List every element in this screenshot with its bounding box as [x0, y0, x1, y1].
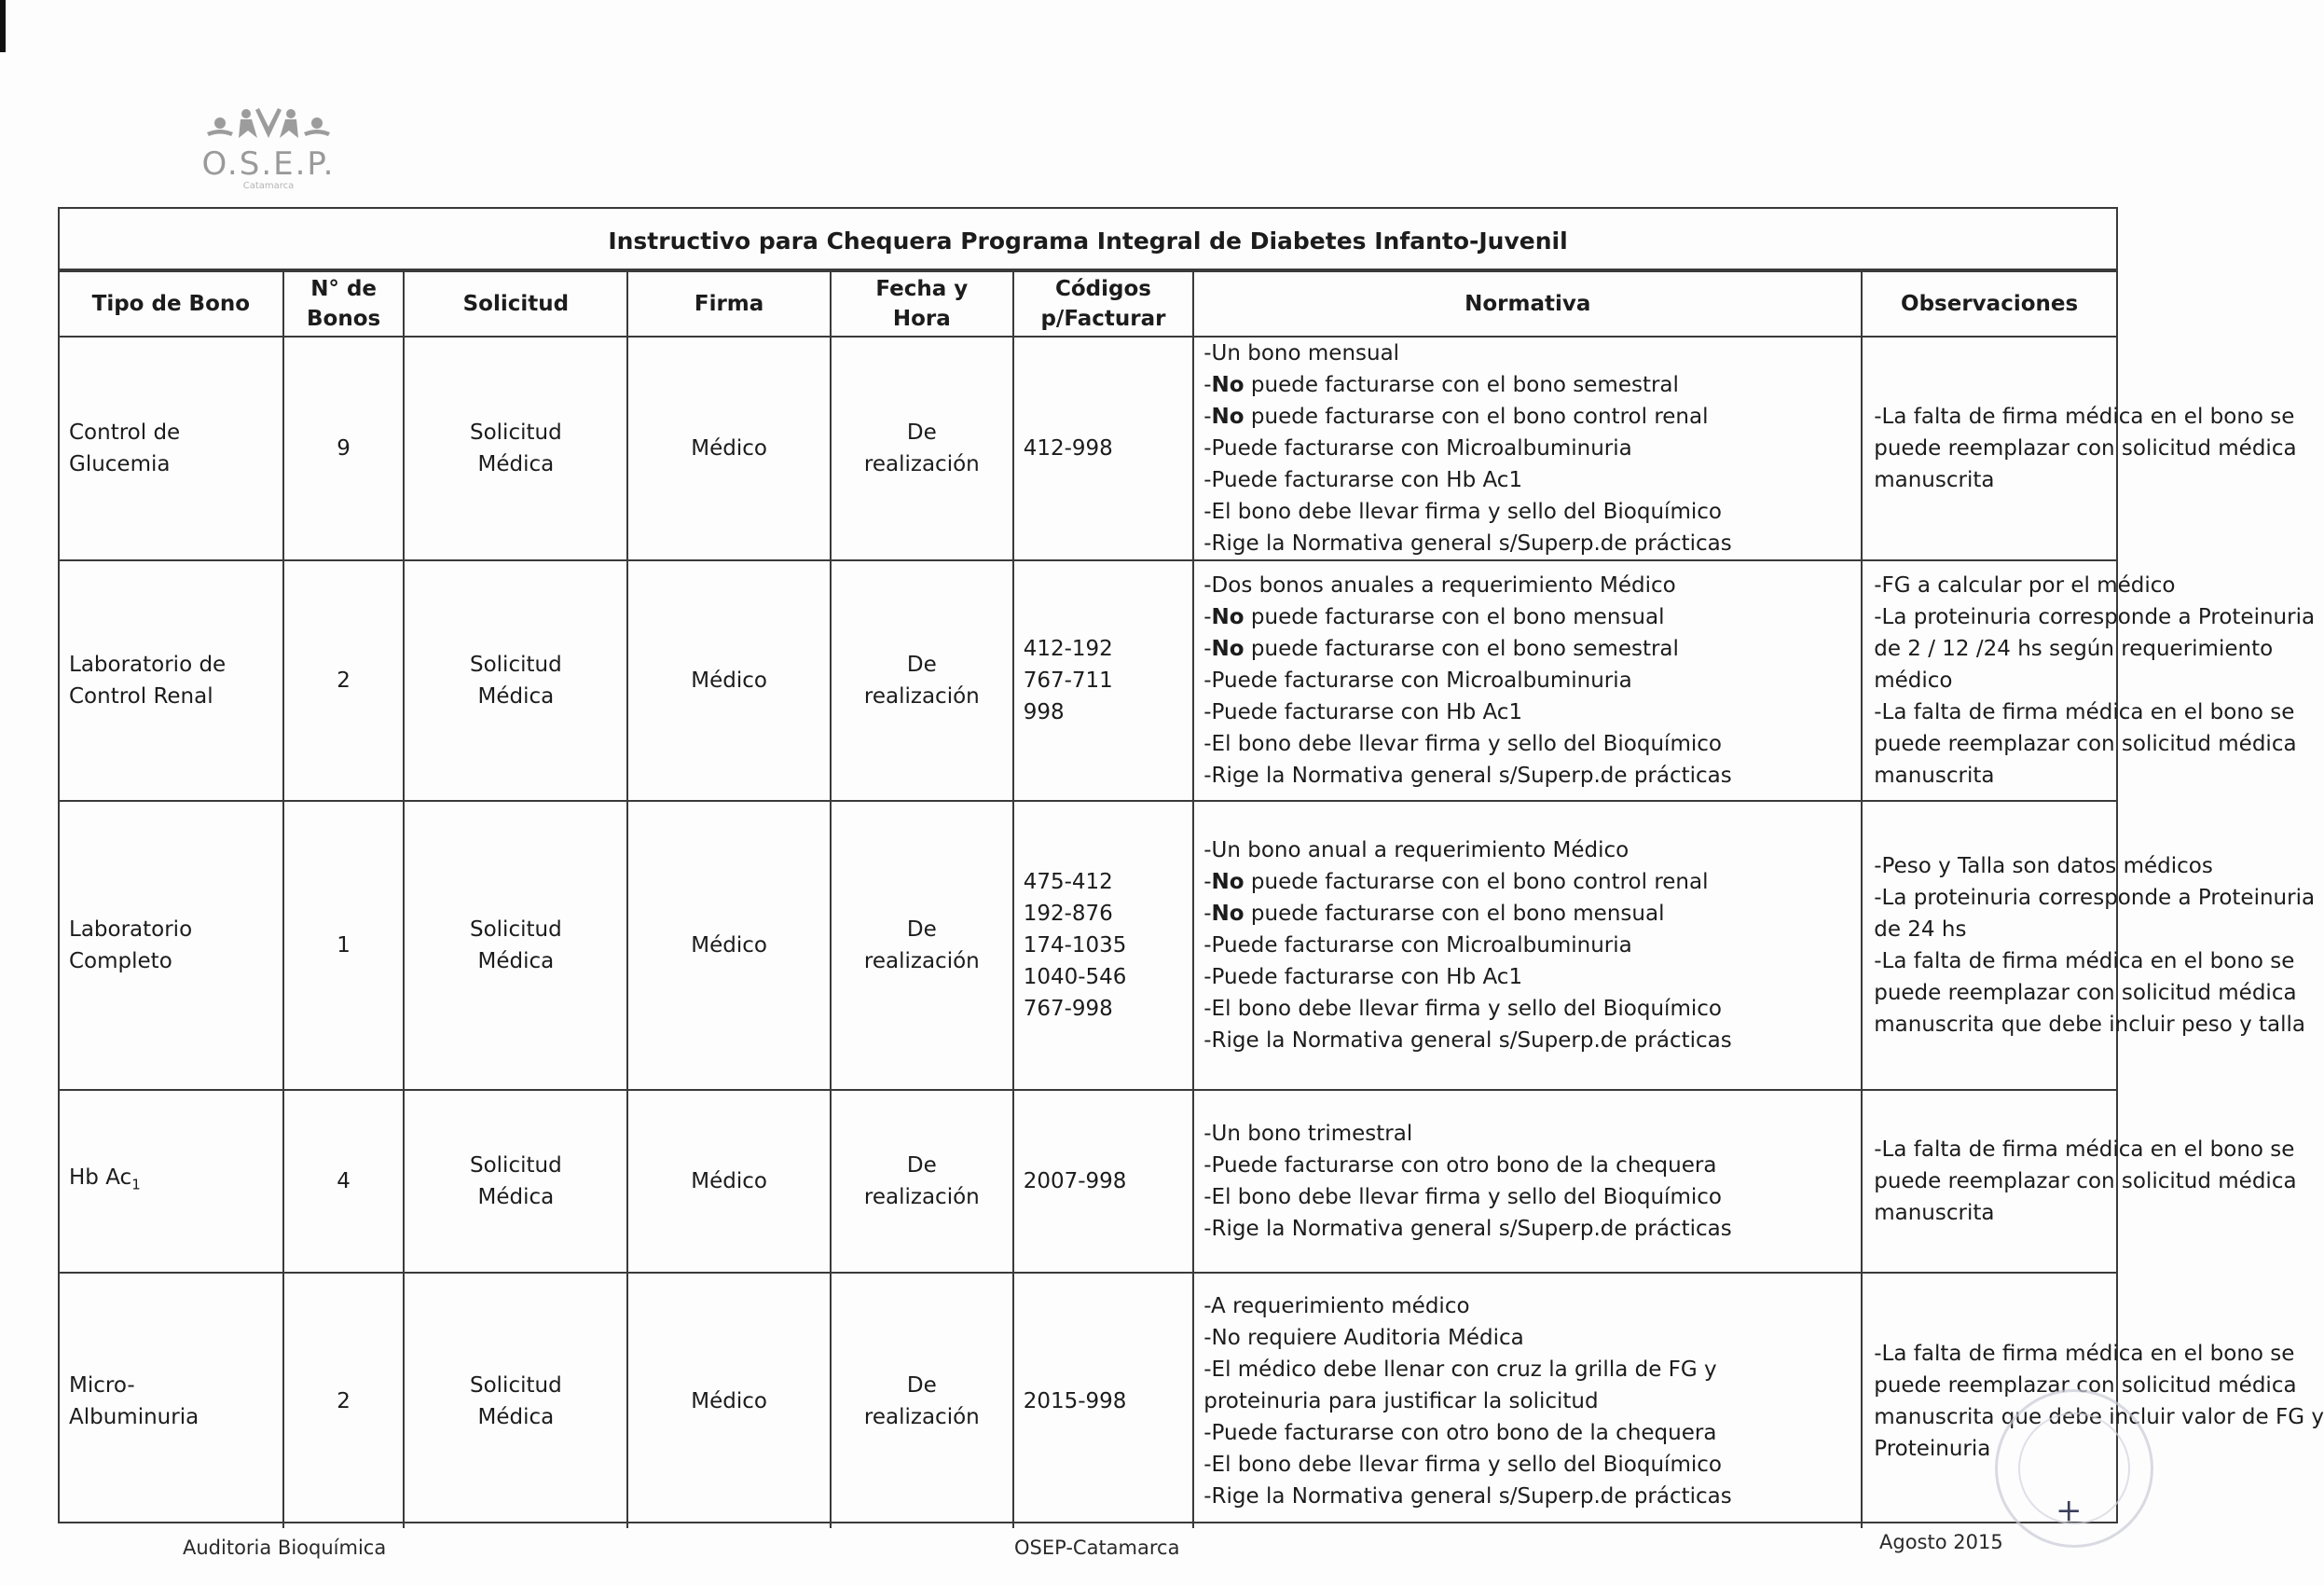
normativa-line: -Rige la Normativa general s/Superp.de prácticas [1203, 1028, 1732, 1053]
cell-firma: Médico [627, 801, 831, 1090]
observacion-line: de 24 hs [1874, 917, 1967, 942]
normativa-line: -A requerimiento médico [1203, 1293, 1470, 1318]
solicitud-line: Médica [477, 1404, 555, 1429]
normativa-line: -Rige la Normativa general s/Superp.de prácticas [1203, 1217, 1732, 1241]
cell-bonos: 9 [283, 337, 405, 560]
codigo-line: 174-1035 [1023, 933, 1127, 958]
normativa-line: -Puede facturarse con otro bono de la chequera [1203, 1420, 1717, 1445]
cell-codigos [1013, 801, 1194, 1090]
normativa-line: -No puede facturarse con el bono control renal [1203, 870, 1709, 894]
cell-codigos [1013, 1273, 1194, 1528]
cell-observaciones [1862, 1090, 2297, 1273]
header-observaciones: Observaciones [1862, 271, 2116, 337]
codigo-line: 475-412 [1023, 870, 1113, 894]
document-title: Instructivo para Chequera Programa Integral de Diabetes Infanto-Juvenil [60, 209, 2116, 270]
cell-observaciones [1862, 337, 2297, 560]
cell-observaciones [1862, 801, 2316, 1090]
normativa-line: -No puede facturarse con el bono semestral [1203, 373, 1679, 397]
header-codigos-line-2: p/Facturar [1040, 307, 1166, 331]
codigo-line: 412-998 [1023, 436, 1113, 461]
cell-bonos: 2 [283, 1273, 405, 1528]
table-header-row [60, 271, 2116, 337]
normativa-line: -Puede facturarse con Microalbuminuria [1203, 436, 1632, 461]
cell-observaciones [1862, 560, 2316, 801]
cell-bonos: 2 [283, 560, 405, 801]
normativa-line: -Un bono mensual [1203, 341, 1400, 365]
observacion-line: -FG a calcular por el médico [1874, 573, 2176, 598]
fecha-line: De [906, 653, 937, 677]
cell-tipo [60, 560, 283, 801]
header-solicitud: Solicitud [404, 271, 627, 337]
codigo-line: 2007-998 [1023, 1169, 1127, 1193]
normativa-line: -Rige la Normativa general s/Superp.de prácticas [1203, 531, 1732, 556]
cell-normativa [1193, 337, 1862, 560]
fecha-line: De [906, 917, 937, 942]
header-tipo: Tipo de Bono [60, 271, 283, 337]
observacion-line: Proteinuria [1874, 1436, 1991, 1461]
observacion-line: puede reemplazar con solicitud médica [1874, 436, 2297, 461]
tipo-line: Micro- [69, 1372, 135, 1398]
normativa-line: -No puede facturarse con el bono mensual [1203, 902, 1665, 926]
observacion-line: manuscrita [1874, 764, 1995, 788]
bonos-table [60, 270, 2324, 1528]
table-row [60, 1090, 2116, 1273]
cell-bonos: 1 [283, 801, 405, 1090]
codigo-line: 1040-546 [1023, 965, 1127, 989]
codigo-line: 2015-998 [1023, 1388, 1127, 1413]
header-codigos [1013, 271, 1194, 337]
logo-subtitle: Catamarca [242, 181, 295, 191]
fecha-line: realización [863, 1185, 980, 1209]
fecha-line: realización [863, 1404, 980, 1429]
table-row [60, 1273, 2116, 1528]
cell-solicitud [404, 337, 627, 560]
normativa-line: -El bono debe llevar firma y sello del Bioquímico [1203, 732, 1722, 756]
normativa-line: -Dos bonos anuales a requerimiento Médico [1203, 573, 1676, 598]
observacion-line: puede reemplazar con solicitud médica [1874, 1372, 2297, 1398]
header-fecha-line-1: Fecha y [875, 277, 969, 301]
solicitud-line: Médica [477, 949, 555, 973]
header-bonos [283, 271, 405, 337]
logo-text: O.S.E.P. [201, 145, 336, 183]
cell-bonos: 4 [283, 1090, 405, 1273]
normativa-line: -Puede facturarse con Hb Ac1 [1203, 468, 1523, 492]
header-firma: Firma [627, 271, 831, 337]
solicitud-line: Médica [477, 1185, 555, 1209]
cell-firma: Médico [627, 1273, 831, 1528]
cell-fecha [831, 1273, 1013, 1528]
normativa-line: -El bono debe llevar firma y sello del Bioquímico [1203, 1452, 1722, 1477]
table-row [60, 337, 2116, 560]
solicitud-line: Solicitud [470, 420, 562, 445]
cell-fecha [831, 560, 1013, 801]
tipo-subscript: 1 [131, 1176, 141, 1193]
cell-tipo [60, 801, 283, 1090]
normativa-line: -Puede facturarse con Hb Ac1 [1203, 700, 1523, 724]
header-bonos-line-2: Bonos [307, 307, 381, 331]
observacion-line: puede reemplazar con solicitud médica [1874, 732, 2297, 756]
solicitud-line: Solicitud [470, 653, 562, 677]
observacion-line: -La falta de firma médica en el bono se [1874, 1137, 2295, 1162]
observacion-line: manuscrita que debe incluir valor de FG y [1874, 1404, 2324, 1429]
cell-codigos [1013, 337, 1194, 560]
normativa-line: -El bono debe llevar firma y sello del Bioquímico [1203, 997, 1722, 1021]
footer-right: Agosto 2015 [1879, 1531, 2003, 1553]
cell-normativa [1193, 801, 1862, 1090]
cell-codigos [1013, 1090, 1194, 1273]
observacion-line: manuscrita [1874, 468, 1995, 492]
footer-left: Auditoria Bioquímica [183, 1537, 387, 1559]
normativa-line: -Puede facturarse con Microalbuminuria [1203, 933, 1632, 958]
fecha-line: realización [863, 949, 980, 973]
cell-codigos [1013, 560, 1194, 801]
cell-tipo [60, 1273, 283, 1528]
normativa-line: -No puede facturarse con el bono semestral [1203, 637, 1679, 661]
normativa-line: -Puede facturarse con otro bono de la chequera [1203, 1153, 1717, 1178]
normativa-line: -El médico debe llenar con cruz la grilla de FG y [1203, 1357, 1717, 1382]
osep-logo [194, 101, 343, 211]
fecha-line: De [906, 420, 937, 445]
cell-fecha [831, 337, 1013, 560]
normativa-line: -Puede facturarse con Microalbuminuria [1203, 668, 1632, 693]
tipo-text: Hb Ac [69, 1165, 132, 1191]
tipo-line: Control Renal [69, 684, 213, 709]
instructivo-sheet [58, 207, 2324, 1523]
solicitud-line: Solicitud [470, 1372, 562, 1398]
cell-normativa [1193, 1090, 1862, 1273]
footer-center: OSEP-Catamarca [1014, 1537, 1180, 1559]
normativa-line: -Un bono trimestral [1203, 1122, 1413, 1146]
normativa-line: -El bono debe llevar firma y sello del Bioquímico [1203, 500, 1722, 524]
scan-edge-mark [0, 0, 6, 52]
normativa-line: -No puede facturarse con el bono mensual [1203, 605, 1665, 629]
observacion-line: manuscrita que debe incluir peso y talla [1874, 1013, 2305, 1037]
cell-tipo [60, 337, 283, 560]
osep-figures-icon [203, 101, 334, 147]
header-fecha [831, 271, 1013, 337]
observacion-line: -La falta de firma médica en el bono se [1874, 1341, 2295, 1366]
cell-firma: Médico [627, 1090, 831, 1273]
solicitud-line: Médica [477, 684, 555, 709]
observacion-line: -La falta de firma médica en el bono se [1874, 405, 2295, 429]
solicitud-line: Solicitud [470, 917, 562, 942]
observacion-line: -La proteinuria corresponde a Proteinuria [1874, 886, 2316, 910]
observacion-line: manuscrita [1874, 1201, 1995, 1225]
tipo-line: Completo [69, 949, 172, 973]
normativa-line: -Puede facturarse con Hb Ac1 [1203, 965, 1523, 989]
observacion-line: médico [1874, 668, 1953, 693]
header-fecha-line-2: Hora [892, 307, 951, 331]
normativa-line: -Rige la Normativa general s/Superp.de prácticas [1203, 1483, 1732, 1509]
fecha-line: realización [863, 452, 980, 476]
tipo-line: Albuminuria [69, 1404, 199, 1429]
normativa-line: -Rige la Normativa general s/Superp.de prácticas [1203, 764, 1732, 788]
normativa-line: -No puede facturarse con el bono control renal [1203, 405, 1709, 429]
codigo-line: 767-711 [1023, 668, 1113, 693]
tipo-line: Laboratorio [69, 917, 193, 942]
cell-solicitud [404, 560, 627, 801]
fecha-line: De [906, 1372, 937, 1398]
solicitud-line: Solicitud [470, 1153, 562, 1178]
header-codigos-line-1: Códigos [1054, 277, 1151, 301]
tipo-line: Laboratorio de [69, 653, 227, 677]
fecha-line: realización [863, 684, 980, 709]
cell-solicitud [404, 1273, 627, 1528]
cell-fecha [831, 801, 1013, 1090]
observacion-line: -La falta de firma médica en el bono se [1874, 949, 2295, 973]
table-row [60, 801, 2116, 1090]
codigo-line: 998 [1023, 700, 1065, 724]
table-row [60, 560, 2116, 801]
observacion-line: puede reemplazar con solicitud médica [1874, 1169, 2297, 1193]
cell-firma: Médico [627, 337, 831, 560]
codigo-line: 412-192 [1023, 637, 1113, 661]
cell-fecha [831, 1090, 1013, 1273]
normativa-line: proteinuria para justificar la solicitud [1203, 1388, 1599, 1413]
cell-normativa [1193, 560, 1862, 801]
fecha-line: De [906, 1153, 937, 1178]
tipo-line: Glucemia [69, 452, 171, 476]
solicitud-line: Médica [477, 452, 555, 476]
tipo-line: Control de [69, 420, 181, 445]
observacion-line: de 2 / 12 /24 hs según requerimiento [1874, 637, 2274, 661]
cell-tipo [60, 1090, 283, 1273]
cell-solicitud [404, 1090, 627, 1273]
observacion-line: -La falta de firma médica en el bono se [1874, 700, 2295, 724]
cell-firma: Médico [627, 560, 831, 801]
cell-solicitud [404, 801, 627, 1090]
stamp-handwritten-mark: + [2056, 1492, 2083, 1529]
normativa-line: -Un bono anual a requerimiento Médico [1203, 838, 1630, 862]
codigo-line: 192-876 [1023, 902, 1113, 926]
observacion-line: puede reemplazar con solicitud médica [1874, 981, 2297, 1005]
header-normativa: Normativa [1193, 271, 1862, 337]
codigo-line: 767-998 [1023, 997, 1113, 1021]
observacion-line: -La proteinuria corresponde a Proteinuria [1874, 605, 2316, 629]
header-bonos-line-1: N° de [310, 277, 378, 301]
observacion-line: -Peso y Talla son datos médicos [1874, 854, 2213, 878]
cell-normativa [1193, 1273, 1862, 1528]
normativa-line: -No requiere Auditoria Médica [1203, 1325, 1524, 1350]
normativa-line: -El bono debe llevar firma y sello del Bioquímico [1203, 1185, 1722, 1209]
